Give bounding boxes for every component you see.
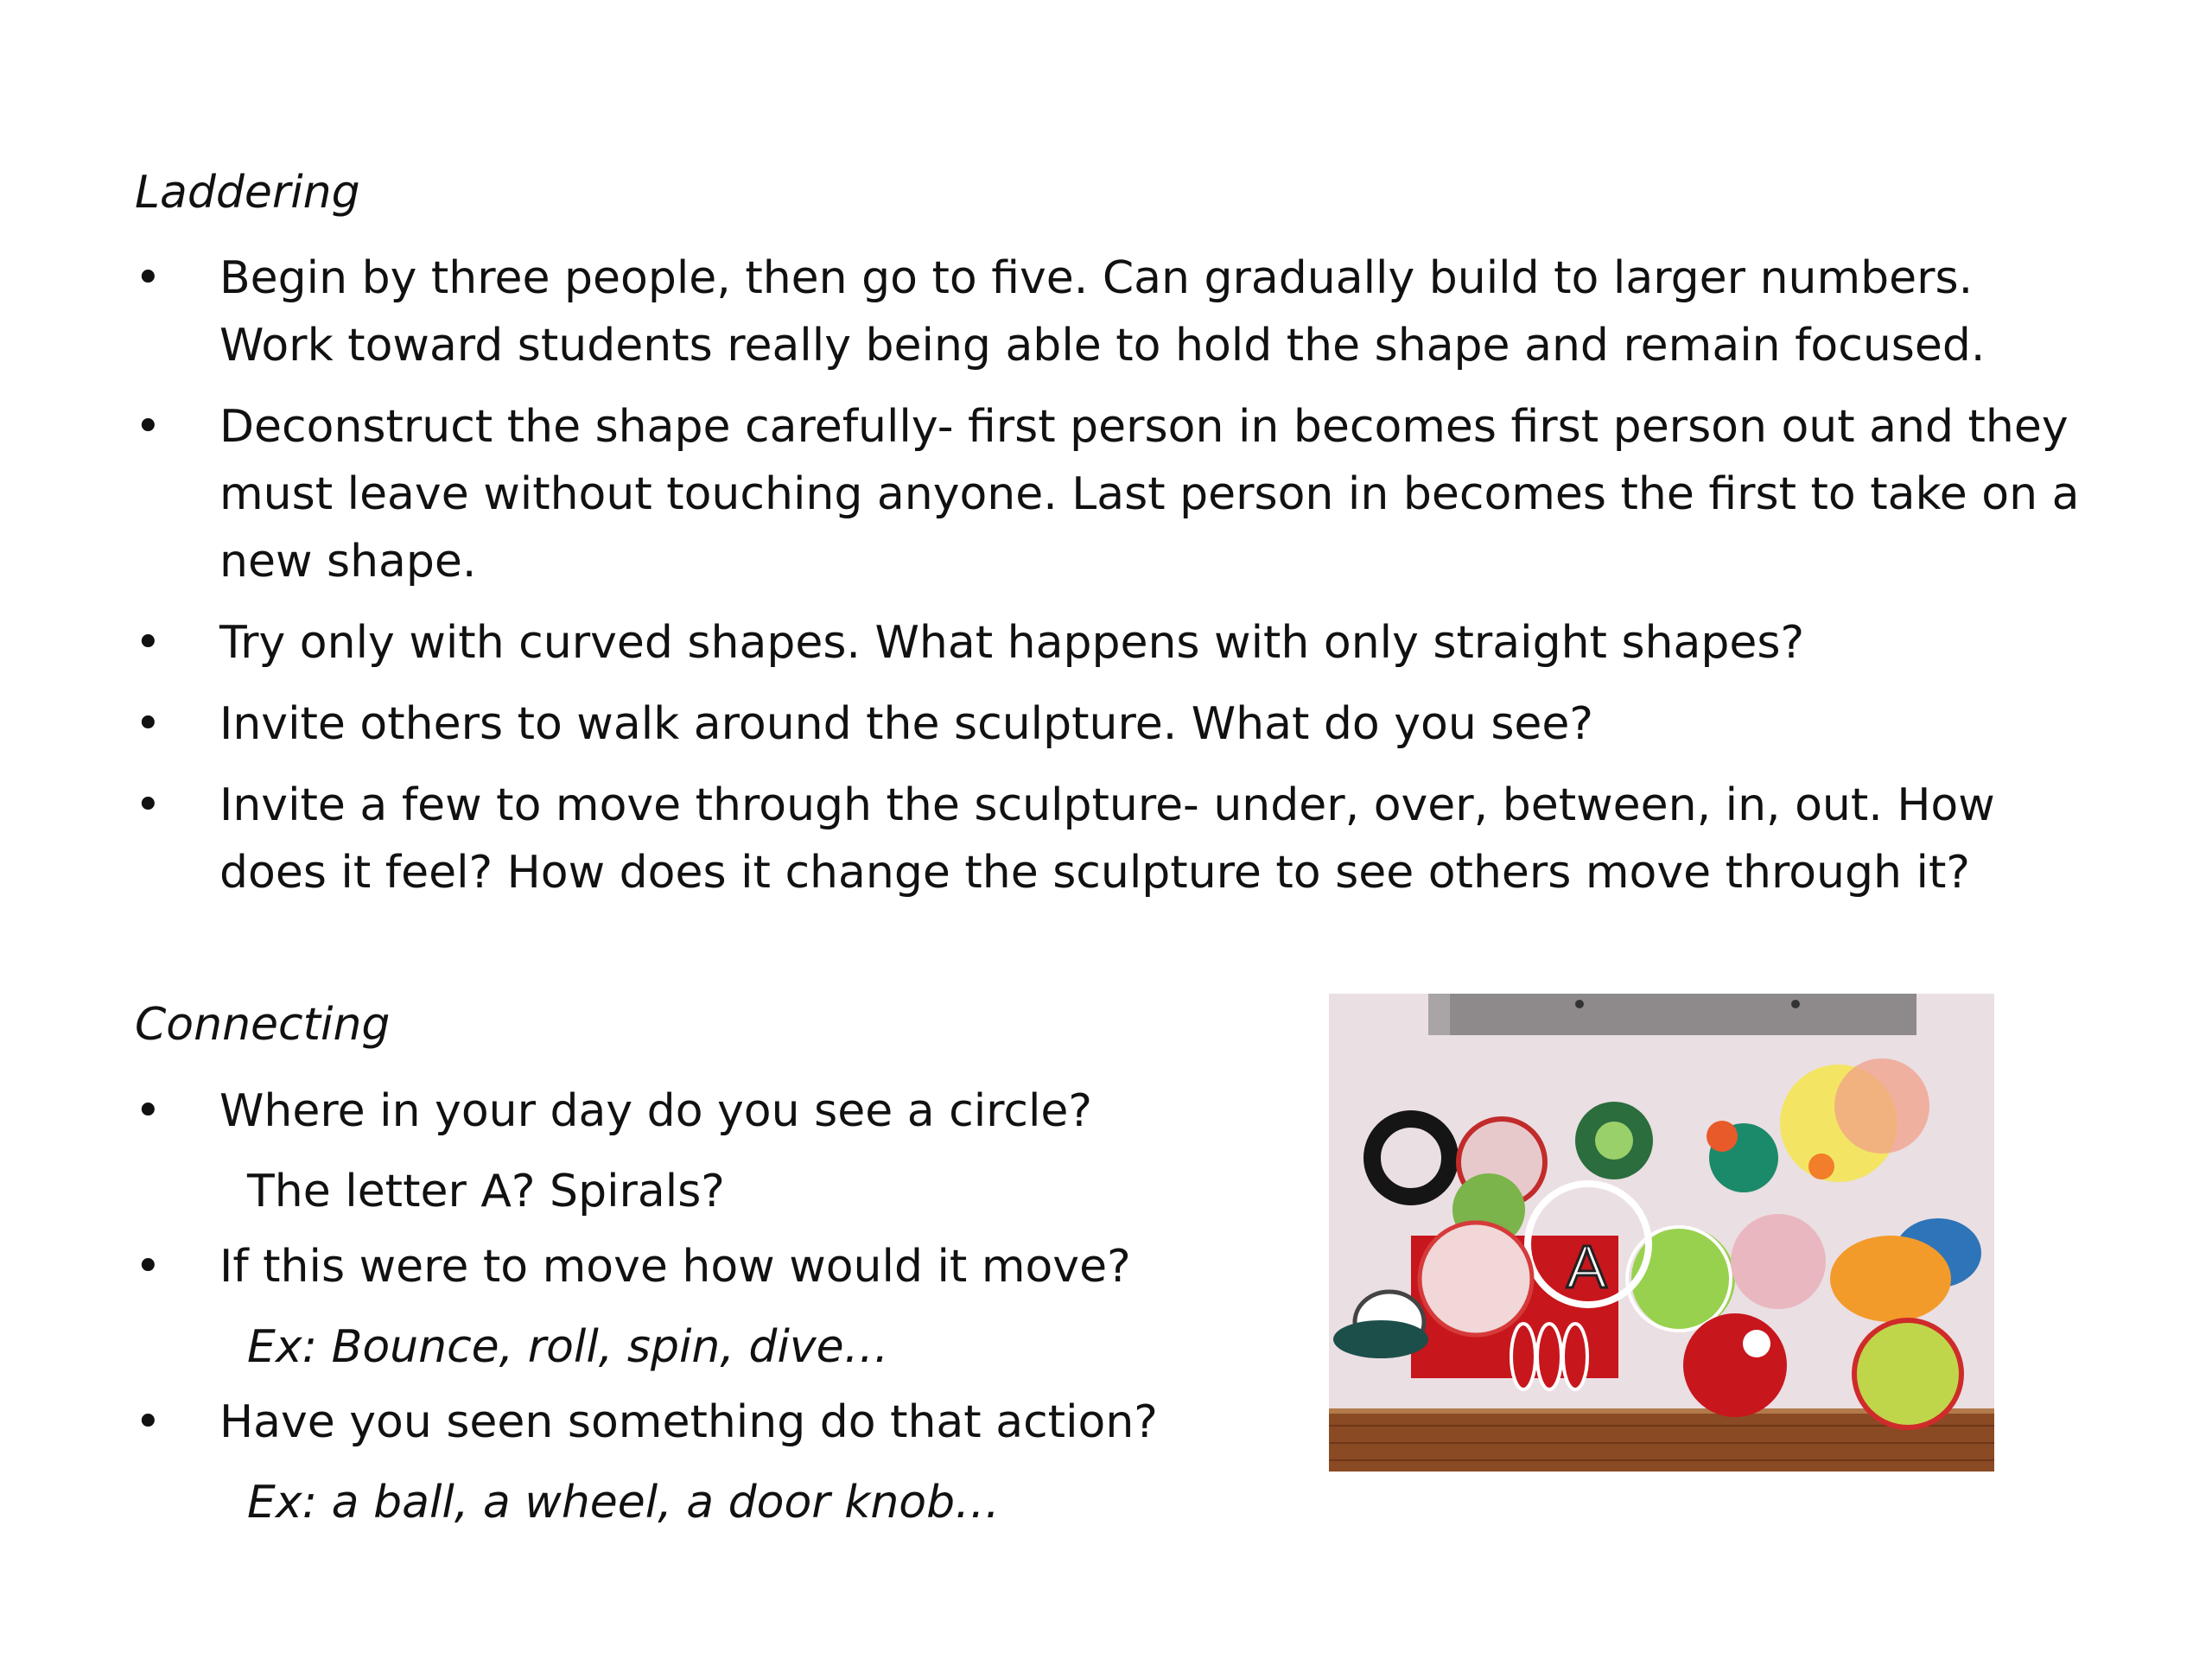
laddering-item	[135, 245, 2122, 379]
item-line: Begin by three people, then go to five. Can gradually build to larger numbers.	[219, 252, 1974, 304]
bullet-icon: •	[135, 779, 162, 831]
sculpture-photo	[1329, 994, 1994, 1471]
item-line: new shape.	[219, 536, 477, 588]
item-example: Ex: Bounce, roll, spin, dive…	[247, 1321, 889, 1373]
item-line: Work toward students really being able to hold the shape and remain focused.	[219, 320, 1986, 372]
laddering-item	[135, 690, 2122, 758]
connecting-item	[135, 1077, 1258, 1225]
laddering-item	[135, 609, 2122, 677]
item-line: Try only with curved shapes. What happens with only straight shapes?	[219, 617, 1805, 669]
laddering-heading: Laddering	[135, 167, 360, 219]
laddering-item	[135, 393, 2122, 595]
item-line: must leave without touching anyone. Last person in becomes the first to take on a	[219, 468, 2080, 520]
item-subtext: The letter A? Spirals?	[247, 1166, 725, 1217]
item-line: Invite others to walk around the sculpture. What do you see?	[219, 698, 1594, 750]
item-line: Invite a few to move through the sculpture- under, over, between, in, out. How	[219, 779, 1995, 831]
bullet-icon: •	[135, 698, 162, 750]
item-line: does it feel? How does it change the sculpture to see others move through it?	[219, 847, 1970, 899]
bullet-icon: •	[135, 617, 162, 669]
item-text: Where in your day do you see a circle?	[219, 1085, 1093, 1137]
laddering-list	[135, 245, 2122, 920]
item-example: Ex: a ball, a wheel, a door knob…	[247, 1477, 1001, 1529]
item-text: If this were to move how would it move?	[219, 1241, 1131, 1293]
connecting-heading: Connecting	[135, 999, 391, 1051]
bullet-icon: •	[135, 1085, 162, 1137]
connecting-item	[135, 1233, 1258, 1381]
item-text: Have you seen something do that action?	[219, 1396, 1158, 1448]
laddering-item	[135, 772, 2122, 906]
bullet-icon: •	[135, 1396, 162, 1448]
svg-text:A: A	[1567, 1233, 1607, 1300]
bullet-icon: •	[135, 1241, 162, 1293]
bullet-icon: •	[135, 252, 162, 304]
item-line: Deconstruct the shape carefully- first person in becomes first person out and they	[219, 401, 2069, 453]
connecting-list	[135, 1077, 1258, 1544]
bullet-icon: •	[135, 401, 162, 453]
photo-ceiling	[1428, 994, 1916, 1035]
connecting-item	[135, 1389, 1258, 1536]
